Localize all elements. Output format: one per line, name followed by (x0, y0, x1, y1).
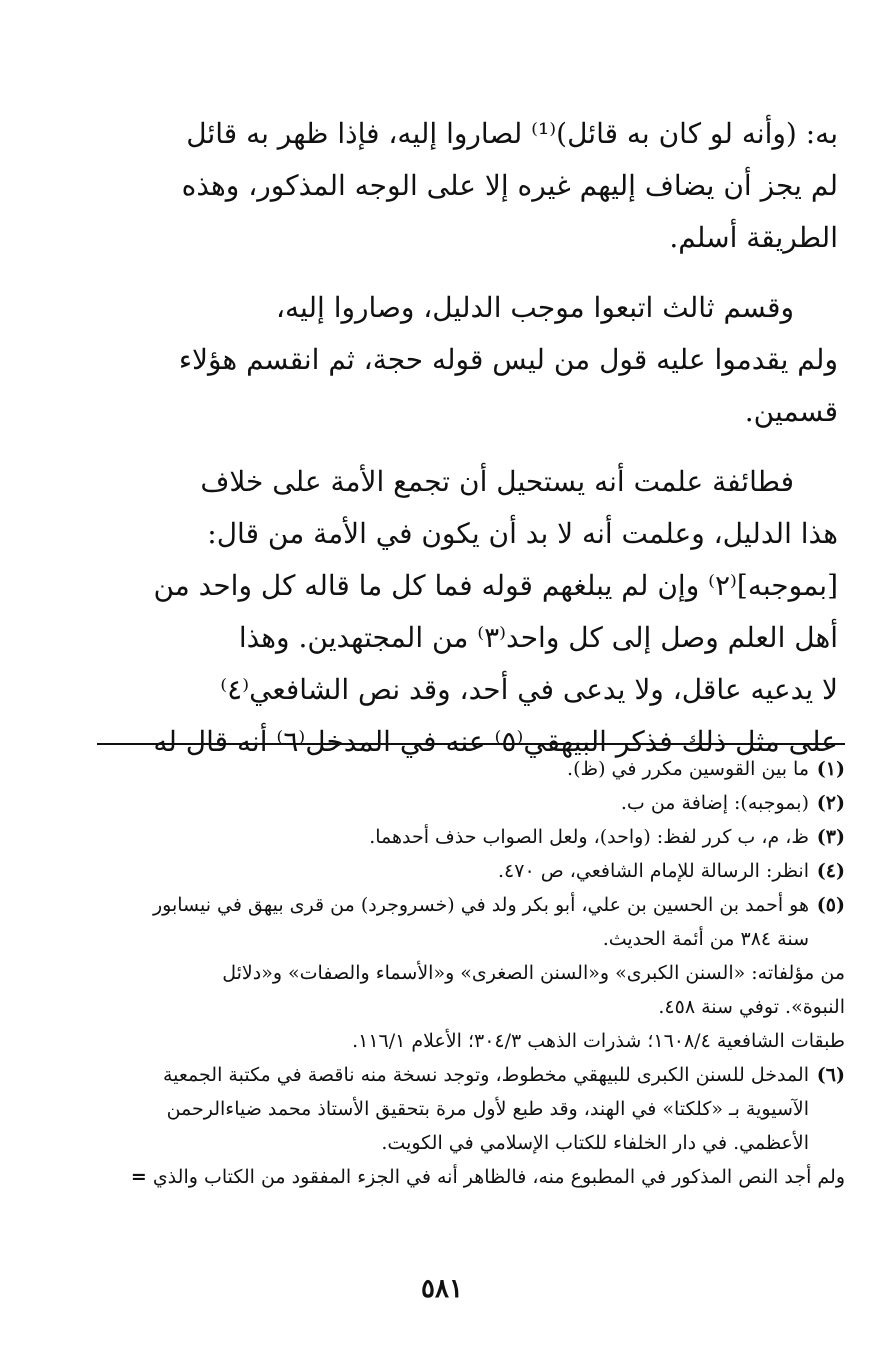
footnote-1 (90, 752, 845, 786)
footnote-3 (90, 820, 845, 854)
footnote-4 (90, 854, 845, 888)
footnote-line: سنة ٣٨٤ من أئمة الحديث. (602, 928, 809, 950)
text-line: قسمين. (744, 395, 838, 428)
footnote-line: الآسيوية بـ «كلكتا» في الهند، وقد طبع لأول مرة بتحقيق الأستاذ محمد ضياءالرحمن (166, 1098, 809, 1120)
footnote-body (90, 820, 809, 854)
footnote-number: (٣) (816, 826, 845, 848)
text-line: هذا الدليل، وعلمت أنه لا بد أن يكون في الأمة من قال: (207, 517, 838, 550)
footnote-body (90, 854, 809, 888)
footnote-line: انظر: الرسالة للإمام الشافعي، ص ٤٧٠. (498, 860, 809, 882)
text-line: [بموجبه]⁽٢⁾ وإن لم يبلغهم قوله فما كل ما قاله كل واحد من (153, 569, 838, 602)
footnote-number: (٥) (816, 894, 845, 916)
text-line: على مثل ذلك فذكر البيهقي⁽٥⁾ عنه في المدخل⁽٦⁾ أنه قال له (153, 725, 838, 758)
footnote-line-text: ولم أجد النص المذكور في المطبوع منه، فالظاهر أنه في الجزء المفقود من الكتاب والذي (152, 1166, 845, 1188)
footnote-number: (٤) (816, 860, 845, 882)
text-line: به: (وأنه لو كان به قائل)⁽¹⁾ لصاروا إليه، فإذا ظهر به قائل (186, 117, 838, 150)
paragraph-1 (181, 108, 838, 264)
text-line: ولم يقدموا عليه قول من ليس قوله حجة، ثم انقسم هؤلاء (178, 343, 838, 376)
text-line: وقسم ثالث اتبعوا موجب الدليل، وصاروا إليه، (276, 291, 794, 324)
footnote-number: (٢) (816, 792, 845, 814)
footnote-number: (٦) (816, 1064, 845, 1086)
footnote-6 (90, 1058, 845, 1160)
footnote-line (90, 1160, 845, 1194)
footnotes-block (90, 752, 845, 1194)
footnote-line: ظ، م، ب كرر لفظ: (واحد)، ولعل الصواب حذف أحدهما. (369, 826, 809, 848)
footnote-line: النبوة». توفي سنة ٤٥٨. (658, 996, 845, 1018)
footnote-number: (١) (816, 758, 845, 780)
footnote-line: هو أحمد بن الحسين بن علي، أبو بكر ولد في (خسروجرد) من قرى بيهق في نيسابور (152, 894, 809, 916)
text-line: فطائفة علمت أنه يستحيل أن تجمع الأمة على خلاف (200, 465, 794, 498)
footnote-line: المدخل للسنن الكبرى للبيهقي مخطوط، وتوجد نسخة منه ناقصة في مكتبة الجمعية (162, 1064, 809, 1086)
text-line: لم يجز أن يضاف إليهم غيره إلا على الوجه المذكور، وهذه (181, 169, 838, 202)
continues-mark: = (130, 1166, 147, 1188)
footnote-line: الأعظمي. في دار الخلفاء للكتاب الإسلامي في الكويت. (381, 1132, 809, 1154)
text-line: لا يدعيه عاقل، ولا يدعى في أحد، وقد نص الشافعي⁽٤⁾ (220, 673, 838, 706)
footnote-body (90, 888, 809, 956)
text-line: أهل العلم وصل إلى كل واحد⁽٣⁾ من المجتهدين. وهذا (238, 621, 838, 654)
page-number: ٥٨١ (421, 1274, 463, 1304)
footnote-line: طبقات الشافعية ١٦٠٨/٤؛ شذرات الذهب ٣٠٤/٣؛ الأعلام ١١٦/١. (352, 1030, 845, 1052)
footnote-2 (90, 786, 845, 820)
footnote-line: من مؤلفاته: «السنن الكبرى» و«السنن الصغرى» و«الأسماء والصفات» و«دلائل (222, 962, 845, 984)
footnote-5-continued (90, 956, 845, 1058)
footnote-6-continued (90, 1160, 845, 1194)
main-text-block (153, 108, 838, 786)
footnote-body (90, 1058, 809, 1160)
paragraph-2 (178, 282, 838, 438)
footnote-line: (بموجبه): إضافة من ب. (620, 792, 809, 814)
text-line: الطريقة أسلم. (669, 221, 838, 254)
footnote-5 (90, 888, 845, 956)
footnote-line: ما بين القوسين مكرر في (ظ). (567, 758, 809, 780)
paragraph-3 (153, 456, 838, 768)
footnote-body (90, 786, 809, 820)
footnote-divider (97, 743, 845, 745)
footnote-body (90, 752, 809, 786)
